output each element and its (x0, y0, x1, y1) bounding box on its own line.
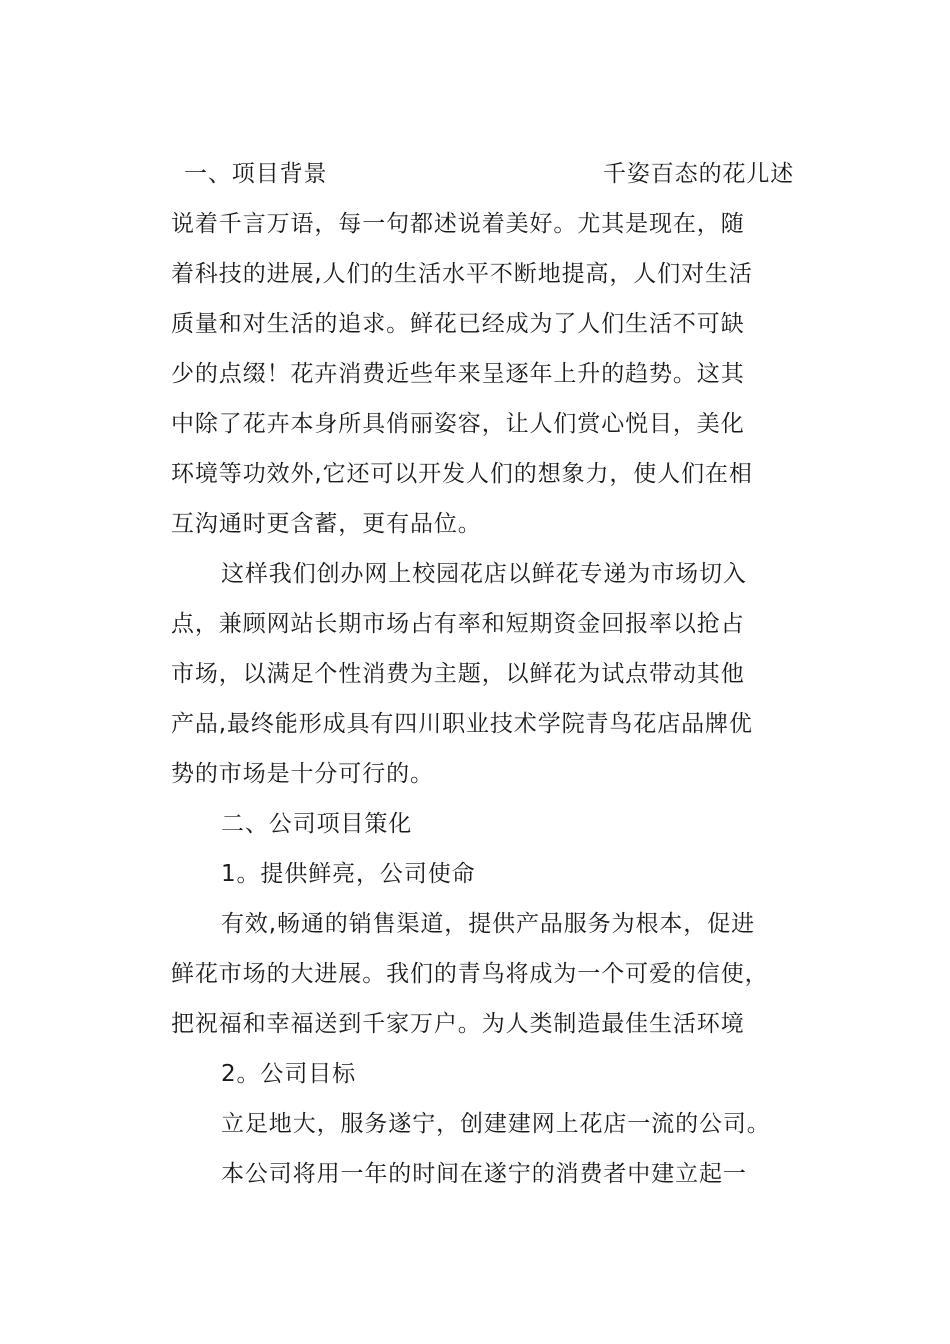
paragraph-line: 互沟通时更含蓄，更有品位。 (171, 511, 482, 537)
paragraph-line: 把祝福和幸福送到千家万户。为人类制造最佳生活环境 (171, 1011, 745, 1037)
paragraph-line: 质量和对生活的追求。鲜花已经成为了人们生活不可缺 (171, 311, 745, 337)
section-heading-company-planning: 二、公司项目策化 (221, 811, 413, 837)
item-heading-mission: 1。提供鲜亮，公司使命 (221, 861, 476, 887)
paragraph-line: 有效,畅通的销售渠道，提供产品服务为根本，促进 (221, 911, 756, 937)
paragraph-line: 着科技的进展,人们的生活水平不断地提高，人们对生活 (171, 261, 753, 287)
paragraph-line: 鲜花市场的大进展。我们的青鸟将成为一个可爱的信使， (171, 961, 769, 987)
item-heading-goal: 2。公司目标 (221, 1061, 357, 1087)
paragraph-line: 环境等功效外,它还可以开发人们的想象力，使人们在相 (171, 461, 753, 487)
paragraph-line: 市场，以满足个性消费为主题，以鲜花为试点带动其他 (171, 661, 745, 687)
paragraph-line: 立足地大，服务遂宁，创建建网上花店一流的公司。 (221, 1111, 771, 1137)
paragraph-line: 这样我们创办网上校园花店以鲜花专递为市场切入 (221, 561, 747, 587)
paragraph-line: 势的市场是十分可行的。 (171, 761, 434, 787)
paragraph-line: 中除了花卉本身所具俏丽姿容，让人们赏心悦目，美化 (171, 411, 745, 437)
paragraph-line: 产品,最终能形成具有四川职业技术学院青鸟花店品牌优 (171, 711, 753, 737)
paragraph-line: 点，兼顾网站长期市场占有率和短期资金回报率以抢占 (171, 611, 745, 637)
paragraph-start-fragment: 千姿百态的花儿述 (603, 161, 795, 187)
paragraph-line: 说着千言万语，每一句都述说着美好。尤其是现在，随 (171, 211, 745, 237)
section-heading-project-background: 一、项目背景 (184, 161, 328, 187)
paragraph-line: 少的点缀！花卉消费近些年来呈逐年上升的趋势。这其 (171, 361, 745, 387)
paragraph-line: 本公司将用一年的时间在遂宁的消费者中建立起一 (221, 1161, 747, 1187)
